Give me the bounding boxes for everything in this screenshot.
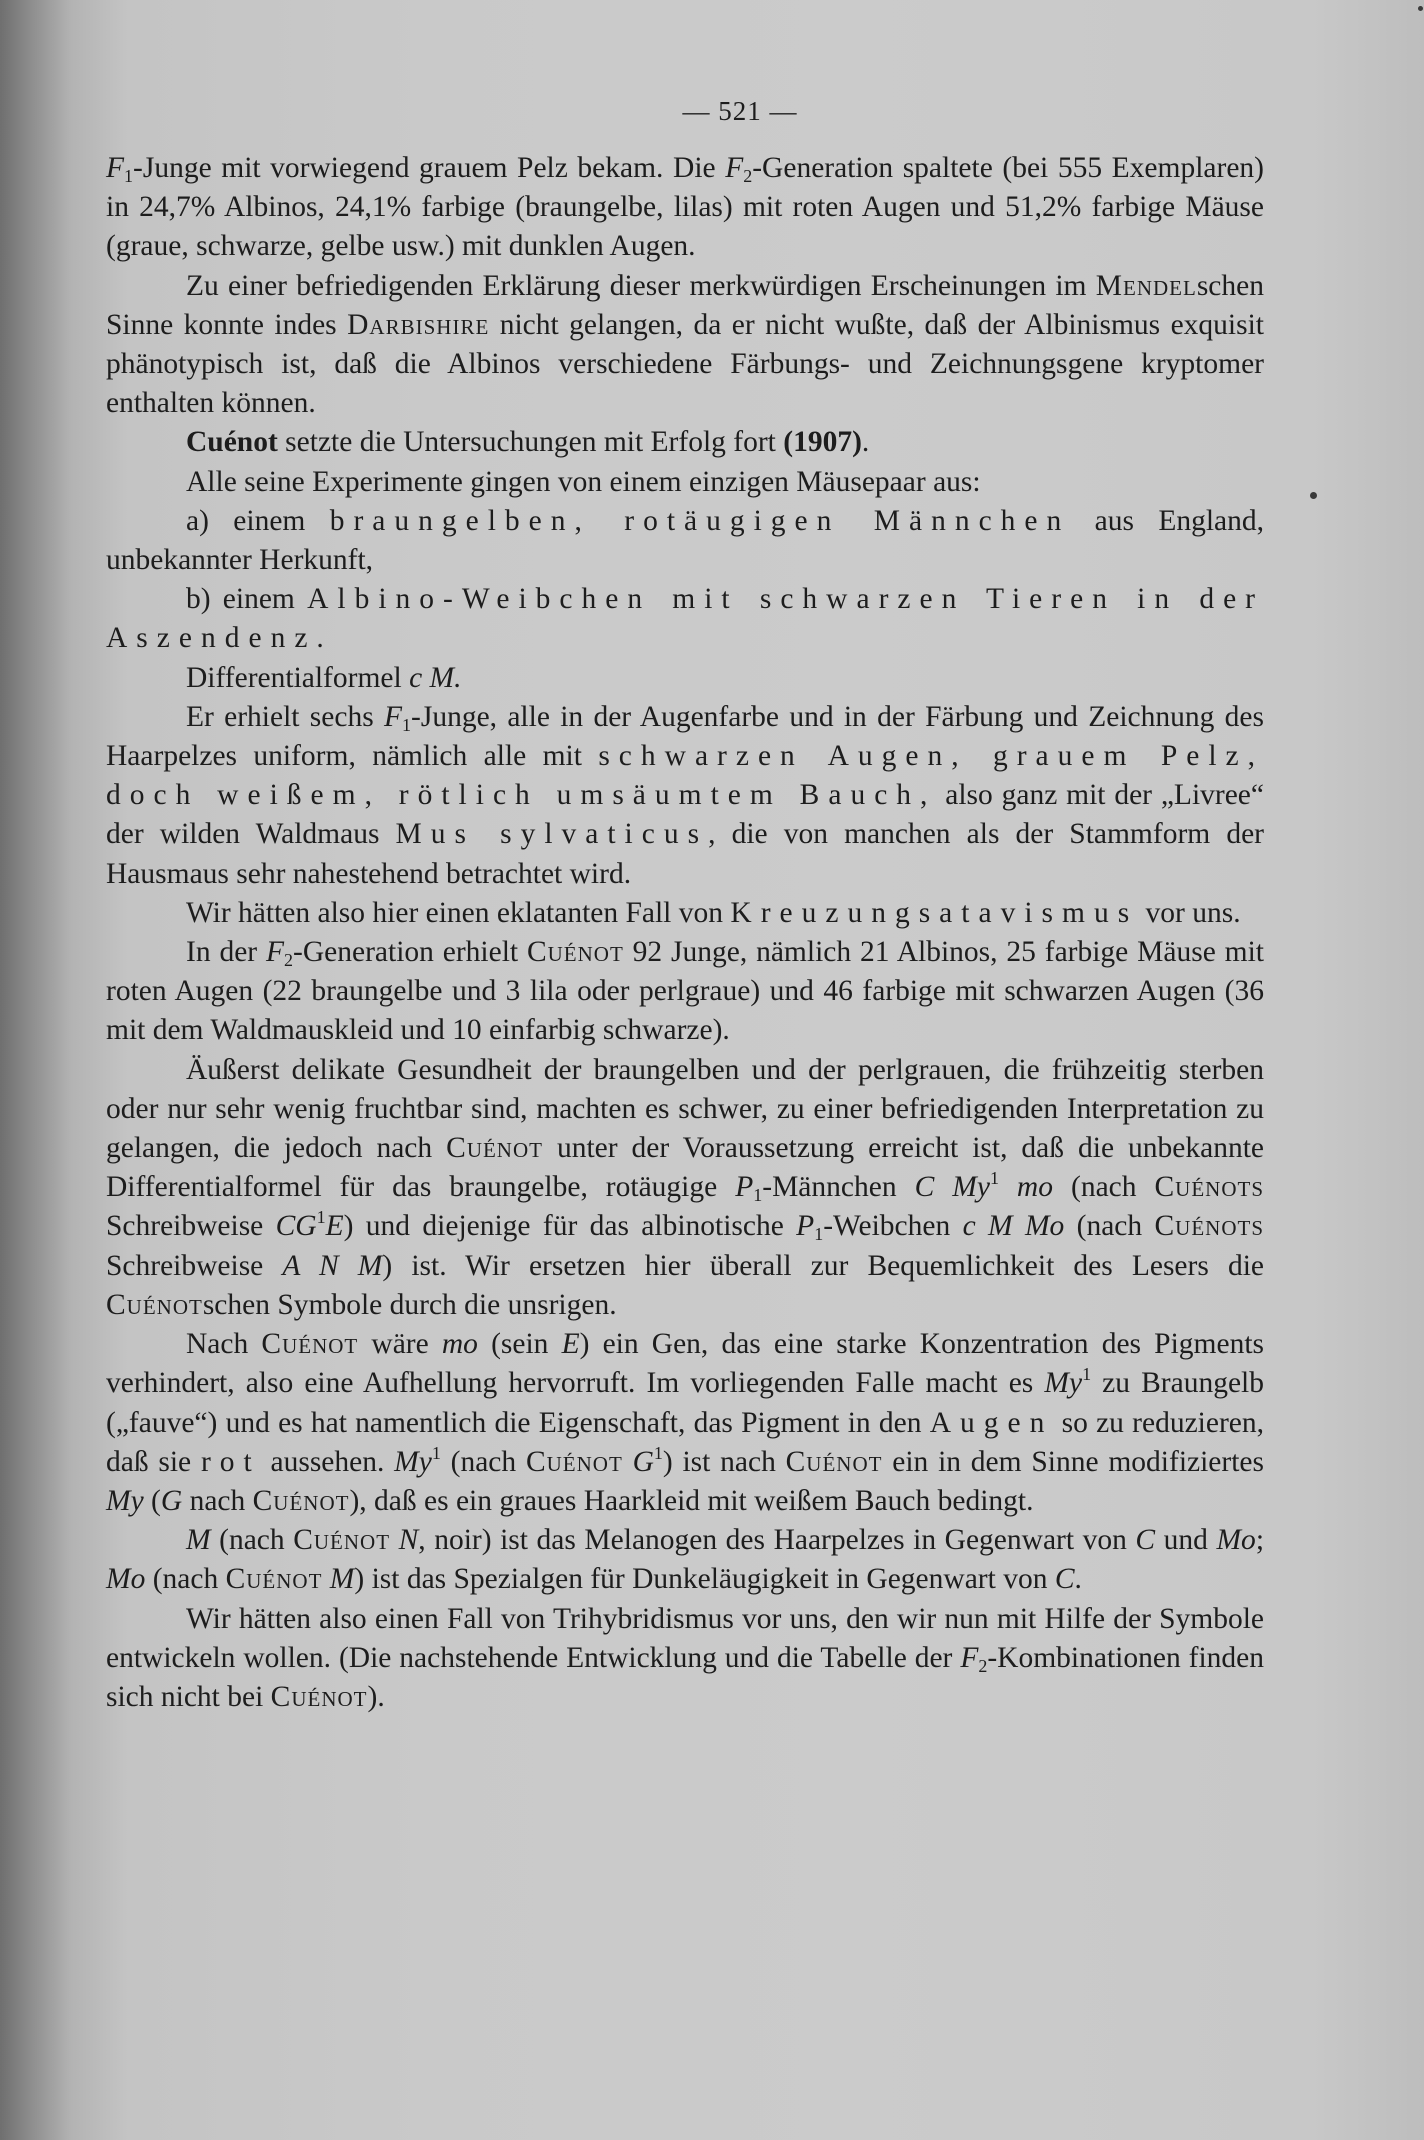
text-run: schen Sinne konnte indes bbox=[106, 269, 1264, 341]
text-run: F bbox=[383, 700, 403, 733]
print-speck bbox=[1310, 492, 1317, 499]
text-run: Cuénot bbox=[225, 1563, 323, 1596]
paragraph bbox=[106, 267, 1264, 424]
text-run: ) und diejenige für das albinotische bbox=[343, 1210, 797, 1243]
text-run: E bbox=[325, 1210, 344, 1243]
superscript: 1 bbox=[653, 1442, 663, 1463]
superscript: 1 bbox=[1082, 1364, 1092, 1385]
text-run: Kreuzungsatavismus bbox=[730, 896, 1139, 929]
subscript: 2 bbox=[978, 1655, 988, 1676]
book-page bbox=[106, 96, 1264, 1717]
text-run: (nach bbox=[210, 1524, 294, 1557]
text-run: zu Braungelb („fauve“) und es hat namentlich die Eigenschaft, das Pigment in den bbox=[106, 1367, 1264, 1439]
text-run: (1907) bbox=[783, 426, 862, 459]
text-run: C bbox=[1054, 1563, 1075, 1596]
paragraph bbox=[106, 1600, 1264, 1718]
text-run: aus England, unbekannter Herkunft, bbox=[106, 504, 1265, 577]
text-run: c M. bbox=[409, 661, 462, 694]
text-run: und bbox=[1155, 1524, 1217, 1557]
text-run: -Männchen bbox=[762, 1171, 915, 1204]
text-run: Wir hätten also einen Fall von Trihybridismus vor uns, den wir nun mit Hilfe der Symbole entwickeln wollen. (Die nachstehende Entwicklung und die Tabelle der bbox=[106, 1602, 1264, 1674]
text-run: c M Mo bbox=[962, 1210, 1065, 1243]
text-run: -Junge, alle in der Augenfarbe und in der Färbung und Zeichnung des Haarpelzes uniform, nämlich alle mit bbox=[106, 700, 1265, 773]
text-run: F bbox=[106, 152, 125, 184]
text-run: Cuénot bbox=[446, 1132, 543, 1165]
text-run: Cuénot bbox=[106, 1288, 203, 1321]
text-run: Schreibweise bbox=[106, 1249, 283, 1282]
paragraph bbox=[106, 149, 1264, 267]
subscript: 2 bbox=[284, 950, 294, 971]
superscript: 1 bbox=[431, 1442, 441, 1463]
text-run: F bbox=[265, 936, 285, 969]
text-run: ) ein Gen, das eine starke Konzentration des Pigments verhindert, also eine Aufhellung hervorruft. Im vorliegenden Falle macht es bbox=[106, 1328, 1264, 1400]
text-run: G bbox=[160, 1484, 183, 1517]
text-run: , noir) ist das Melanogen des Haarpelzes in Gegenwart von bbox=[418, 1524, 1136, 1557]
text-run: -Kombinationen finden sich nicht bei bbox=[106, 1641, 1264, 1713]
paragraph bbox=[106, 1051, 1264, 1325]
text-run: -Generation erhielt bbox=[293, 936, 527, 969]
text-run: braungelben, rotäugigen Männchen bbox=[329, 504, 1071, 537]
text-run: (nach bbox=[1064, 1210, 1155, 1243]
text-run: aussehen. bbox=[260, 1445, 395, 1478]
text-run: Cuénot bbox=[270, 1680, 368, 1713]
paragraph bbox=[106, 463, 1264, 502]
text-run: rot bbox=[200, 1445, 261, 1478]
text-run: 92 Junge, nämlich 21 Albinos, 25 farbige Mäuse mit roten Augen (22 braungelbe und 3 lila oder perlgraue) und 46 farbige mit schwarzen Augen (36 mit dem Waldmauskleid und 10 einfarbig schwarze). bbox=[106, 936, 1264, 1047]
print-speck bbox=[1418, 6, 1423, 11]
text-run: Cuénot bbox=[186, 426, 278, 459]
subscript: 1 bbox=[814, 1224, 824, 1245]
text-run: ; bbox=[1255, 1524, 1265, 1557]
text-run: ) ist nach bbox=[662, 1445, 786, 1478]
text-run: A N M bbox=[282, 1249, 383, 1282]
text-run: In der bbox=[186, 936, 266, 969]
paragraph bbox=[106, 423, 1264, 462]
text-run: Cuénot bbox=[252, 1484, 350, 1517]
subscript: 2 bbox=[743, 166, 753, 186]
text-run: M bbox=[186, 1524, 211, 1557]
text-run: vor uns. bbox=[1138, 896, 1241, 929]
text-run: Cuénot bbox=[293, 1524, 391, 1557]
text-run bbox=[322, 1563, 329, 1595]
text-run: nicht gelangen, da er nicht wußte, daß der Albinismus exquisit phänotypisch ist, daß die Albinos verschiedene Färbungs- und Zeichnungsgene kryptomer enthalten können. bbox=[106, 308, 1264, 420]
text-run: nach bbox=[182, 1484, 253, 1517]
paragraph bbox=[106, 580, 1264, 658]
paragraph bbox=[106, 1325, 1264, 1521]
text-run: -Generation spaltete (bei 555 Exemplaren) in 24,7% Albinos, 24,1% farbige (braungelbe, lilas) mit roten Augen und 51,2% farbige Mäuse (graue, schwarze, gelbe usw.) mit dunklen Augen. bbox=[106, 152, 1264, 263]
text-run: wäre bbox=[358, 1328, 442, 1361]
text-run: N bbox=[398, 1524, 419, 1557]
text-run: My bbox=[1044, 1367, 1083, 1400]
paragraph bbox=[106, 698, 1264, 894]
text-run: Äußerst delikate Gesundheit der braungelben und der perlgrauen, die frühzeitig sterben oder nur sehr wenig fruchtbar sind, machten es schwer, zu einer befriedigenden Interpretation zu gelangen, die jedoch nach bbox=[106, 1053, 1264, 1165]
text-run: ), daß es ein graues Haarkleid mit weißem Bauch bedingt. bbox=[349, 1484, 1034, 1517]
text-run: Zu einer befriedigenden Erklärung dieser merkwürdigen Erscheinungen im bbox=[186, 269, 1096, 302]
text-run: Differentialformel bbox=[186, 661, 410, 694]
text-run: -Weibchen bbox=[823, 1210, 963, 1243]
text-run: Darbishire bbox=[347, 308, 490, 341]
subscript: 1 bbox=[753, 1185, 763, 1206]
text-run: . bbox=[1074, 1563, 1082, 1596]
text-run: Mo bbox=[106, 1563, 146, 1596]
text-run: , die von manchen als der Stammform der Hausmaus sehr nahestehend betrachtet wird. bbox=[106, 818, 1264, 890]
text-run: setzte die Untersuchungen mit Erfolg fort bbox=[277, 426, 784, 459]
subscript: 1 bbox=[124, 166, 134, 186]
text-run: Nach bbox=[186, 1328, 262, 1361]
text-run: ( bbox=[143, 1484, 161, 1517]
text-run: (nach bbox=[145, 1563, 226, 1596]
text-run: My bbox=[394, 1445, 432, 1478]
text-run: Cuénot bbox=[526, 936, 624, 969]
text-run: Er erhielt sechs bbox=[186, 700, 384, 733]
text-run: M bbox=[329, 1563, 355, 1596]
superscript: 1 bbox=[989, 1168, 999, 1189]
text-run: Albino-Weibchen mit schwarzen Tieren in der Aszendenz. bbox=[106, 583, 1264, 655]
text-run: Cuénot bbox=[785, 1445, 883, 1478]
superscript: 1 bbox=[316, 1207, 326, 1228]
text-run: ). bbox=[367, 1680, 385, 1713]
text-run: CG bbox=[275, 1210, 317, 1243]
text-run: schen Symbole durch die unsrigen. bbox=[202, 1288, 617, 1321]
text-run: Schreibweise bbox=[106, 1210, 276, 1243]
text-run: Mus sylvaticus bbox=[395, 818, 709, 851]
paragraph bbox=[106, 1521, 1264, 1599]
text-run: C bbox=[1135, 1524, 1156, 1557]
text-run: schwarzen Augen, grauem Pelz, doch weißem, rötlich umsäumtem Bauch, bbox=[106, 740, 1264, 812]
text-run: mo bbox=[441, 1328, 478, 1361]
text-run: F bbox=[960, 1641, 979, 1674]
text-run: (nach bbox=[440, 1445, 526, 1478]
text-run: F bbox=[725, 152, 744, 184]
text-run: Mo bbox=[1216, 1524, 1256, 1557]
text-run: My bbox=[106, 1484, 144, 1517]
text-run: Alle seine Experimente gingen von einem einzigen Mäusepaar aus: bbox=[186, 465, 981, 498]
text-run: Mendel bbox=[1095, 269, 1197, 302]
text-run: Cuénots bbox=[1154, 1171, 1265, 1204]
text-run: Cuénots bbox=[1154, 1210, 1264, 1243]
text-run: mo bbox=[998, 1171, 1053, 1204]
text-run: (sein bbox=[477, 1328, 562, 1361]
paragraph bbox=[106, 894, 1264, 933]
body-text bbox=[106, 149, 1264, 1717]
text-run: -Junge mit vorwiegend grauem Pelz bekam. Die bbox=[133, 152, 726, 184]
text-run: Augen bbox=[929, 1406, 1054, 1439]
text-run: C My bbox=[914, 1171, 990, 1204]
text-run bbox=[390, 1524, 399, 1556]
text-run: . bbox=[861, 426, 870, 459]
paragraph bbox=[106, 933, 1264, 1051]
text-run: Cuénot bbox=[525, 1445, 623, 1478]
subscript: 1 bbox=[402, 714, 412, 735]
text-run: ) ist das Spezialgen für Dunkeläugigkeit in Gegenwart von bbox=[354, 1563, 1055, 1596]
text-run: also ganz mit der „Livree“ der wilden Waldmaus bbox=[106, 779, 1264, 851]
text-run: P bbox=[796, 1210, 815, 1243]
text-run: Cuénot bbox=[261, 1328, 359, 1361]
text-run: Wir hätten also hier einen eklatanten Fall von bbox=[186, 896, 731, 929]
text-run: E bbox=[561, 1328, 580, 1361]
text-run: P bbox=[735, 1171, 754, 1204]
text-run: ) ist. Wir ersetzen hier überall zur Bequemlichkeit des Lesers die bbox=[382, 1249, 1264, 1282]
text-run: ein in dem Sinne modifiziertes bbox=[882, 1445, 1264, 1478]
text-run: unter der Voraussetzung erreicht ist, daß die unbekannte Differentialformel für das braungelbe, rotäugige bbox=[106, 1132, 1264, 1204]
text-run: G bbox=[632, 1445, 654, 1478]
text-run bbox=[623, 1446, 633, 1478]
paragraph bbox=[106, 659, 1264, 698]
text-run: a) einem bbox=[186, 504, 330, 537]
page-number: — 521 — bbox=[682, 96, 798, 126]
text-run: (nach bbox=[1053, 1171, 1155, 1204]
text-run: b) einem bbox=[186, 583, 308, 616]
text-run: so zu reduzieren, daß sie bbox=[106, 1406, 1264, 1478]
paragraph bbox=[106, 502, 1264, 580]
